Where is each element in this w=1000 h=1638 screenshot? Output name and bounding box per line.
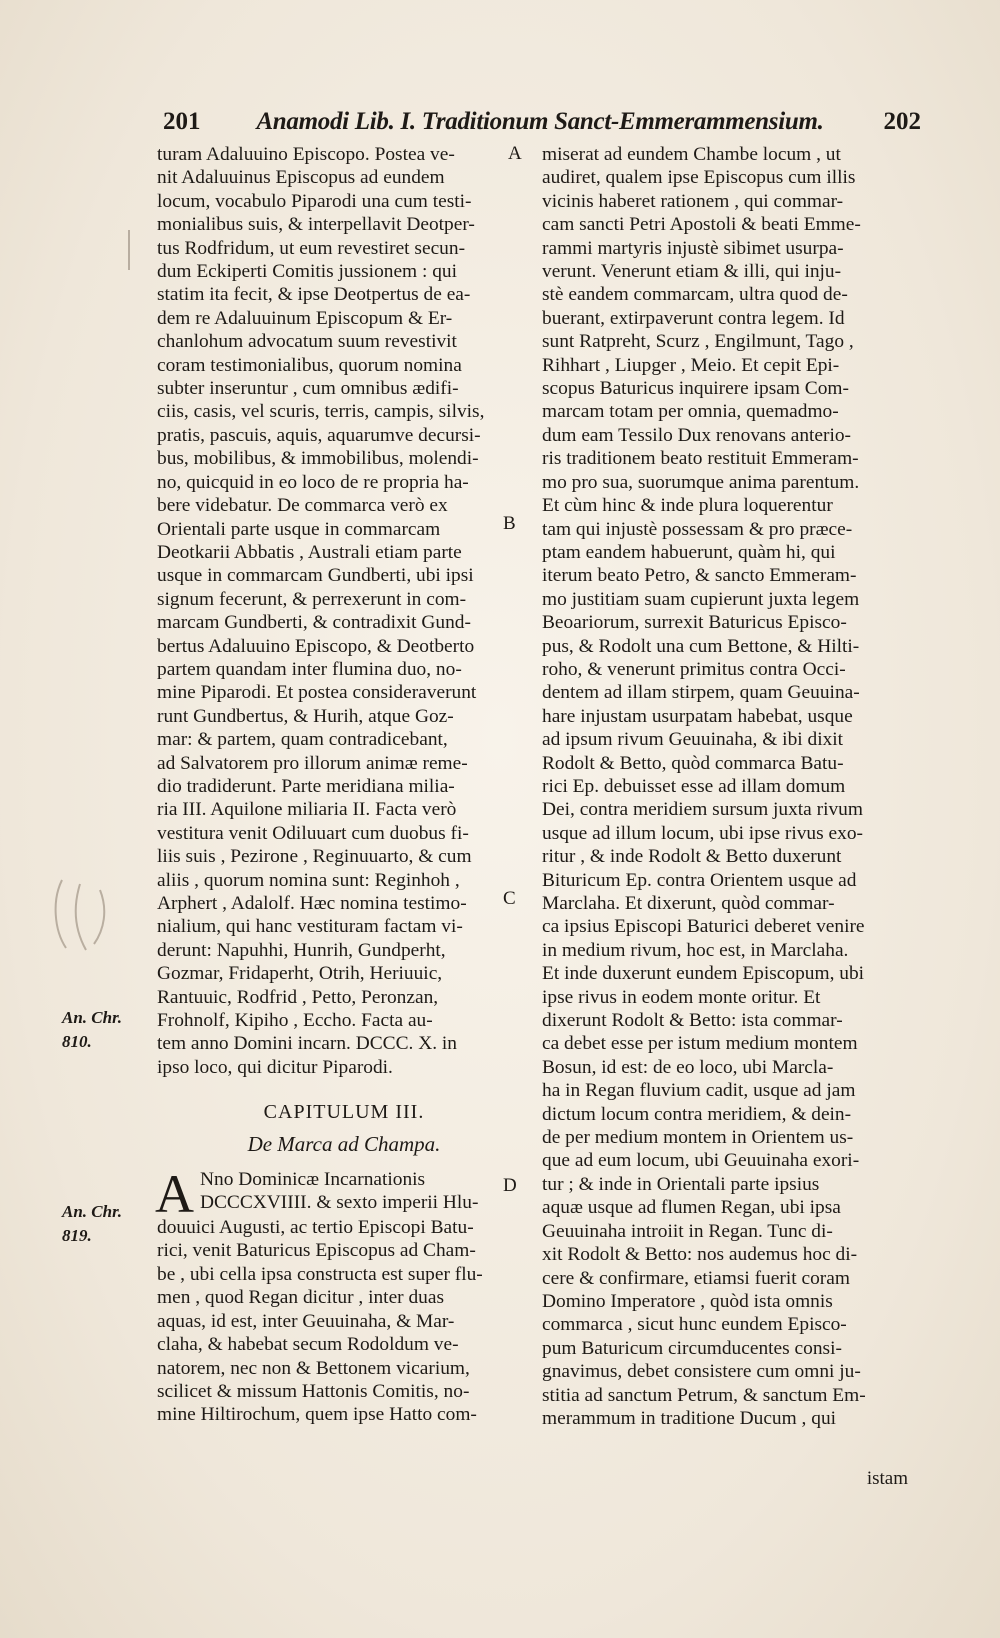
text-line: Geuuinaha introiit in Regan. Tunc di-: [542, 1220, 833, 1242]
text-line: Deotkarii Abbatis , Australi etiam parte: [157, 541, 462, 563]
text-line: turam Adaluuino Episcopo. Postea ve-: [157, 144, 455, 165]
text-line: mo justitiam suam cupierunt juxta legem: [542, 588, 860, 610]
text-line: marcam totam per omnia, quemadmo-: [542, 401, 839, 423]
text-line: rici, venit Baturicus Episcopus ad Cham-: [157, 1240, 476, 1262]
text-line: bus, mobilibus, & immobilibus, molendi-: [157, 448, 479, 470]
chapter-text-block: [155, 1164, 531, 1427]
margin-note-label: An. Chr.: [62, 1202, 123, 1221]
text-line: bertus Adaluuino Episcopo, & Deotberto: [157, 635, 475, 657]
text-line: de per medium montem in Orientem us-: [542, 1127, 854, 1149]
text-line: vestitura venit Odiluuart cum duobus fi-: [157, 822, 469, 844]
text-line: verunt. Venerunt etiam & illi, qui inju-: [542, 261, 842, 283]
text-line: statim ita fecit, & ipse Deotpertus de ea-: [157, 284, 471, 306]
margin-note-819: [62, 1200, 122, 1248]
text-line: Rantuuic, Rodfrid , Petto, Peronzan,: [157, 986, 439, 1008]
text-line: commarca , sicut hunc eundem Episco-: [542, 1314, 847, 1336]
text-line: dixerunt Rodolt & Betto: ista commar-: [542, 1010, 843, 1032]
text-line: partem quandam inter flumina duo, no-: [157, 658, 462, 680]
running-title: Anamodi Lib. I. Traditionum Sanct-Emmerammensium.: [256, 108, 824, 135]
margin-scribble: [42, 870, 132, 960]
text-line: tam qui injustè possessam & pro præce-: [542, 518, 853, 540]
text-line: natorem, nec non & Bettonem vicarium,: [157, 1357, 470, 1379]
text-line: pratis, pascuis, aquis, aquarumve decursi-: [157, 424, 481, 446]
text-line: Bituricum Ep. contra Orientem usque ad: [542, 869, 857, 891]
text-line: ritur , & inde Rodolt & Betto duxerunt: [542, 846, 842, 868]
text-line: stè eandem commarcam, ultra quod de-: [542, 284, 848, 306]
page-number-right: 202: [883, 108, 921, 135]
text-line: nialium, qui hanc vestituram factam vi-: [157, 916, 463, 938]
text-line: ptam eandem habuerunt, quàm hi, qui: [542, 541, 836, 563]
text-line: cere & confirmare, etiamsi fuerit coram: [542, 1267, 850, 1289]
text-line: dictum locum contra meridiem, & dein-: [542, 1103, 852, 1125]
drop-cap: A: [155, 1164, 194, 1225]
text-line: ad ipsum rivum Geuuinaha, & ibi dixit: [542, 729, 844, 751]
text-line: runt Gundbertus, & Hurih, atque Goz-: [157, 705, 454, 727]
running-header: [163, 108, 921, 142]
text-line: no, quicquid in eo loco de re propria ha-: [157, 471, 469, 493]
text-line: coram testimonialibus, quorum nomina: [157, 354, 462, 376]
text-line: mine Piparodi. Et postea consideraverunt: [157, 682, 477, 704]
text-line: merammum in traditione Ducum , qui: [542, 1407, 837, 1429]
text-line: signum fecerunt, & perrexerunt in com-: [157, 588, 467, 610]
text-line: ipse rivus in eodem monte oritur. Et: [542, 986, 821, 1008]
text-line: ria III. Aquilone miliaria II. Facta verò: [157, 799, 457, 821]
text-line: pus, & Rodolt una cum Bettone, & Hilti-: [542, 635, 860, 657]
text-line: ris traditionem beato restituit Emmeram-: [542, 448, 859, 470]
text-line: Dei, contra meridiem sursum juxta rivum: [542, 799, 863, 821]
left-text-block: [157, 143, 531, 1079]
text-line: Nno Dominicæ Incarnationis: [200, 1169, 426, 1191]
chapter-heading: CAPITULUM III.: [263, 1101, 425, 1124]
margin-note-year: 819.: [62, 1226, 92, 1245]
left-column: [157, 143, 531, 1427]
text-line: ca ipsius Episcopi Baturici deberet venire: [542, 916, 865, 938]
text-line: miserat ad eundem Chambe locum , ut: [542, 144, 841, 165]
text-line: bere videbatur. De commarca verò ex: [157, 495, 448, 517]
text-line: marcam Gundberti, & contradixit Gund-: [157, 612, 471, 634]
section-letter-c: C: [503, 888, 516, 909]
text-line: ciis, casis, vel scuris, terris, campis, silvis,: [157, 401, 485, 423]
text-line: xit Rodolt & Betto: nos audemus hoc di-: [542, 1244, 858, 1266]
margin-note-label: An. Chr.: [62, 1008, 123, 1027]
text-line: mo pro sua, suorumque anima parentum.: [542, 471, 860, 493]
text-line: claha, & habebat secum Rodoldum ve-: [157, 1334, 459, 1356]
text-line: rammi martyris injustè sibimet usurpa-: [542, 237, 844, 259]
text-line: derunt: Napuhhi, Hunrih, Gundperht,: [157, 939, 446, 961]
margin-pencil-mark: [128, 230, 130, 270]
text-line: dum Eckiperti Comitis jussionem : qui: [157, 261, 458, 283]
page-number-left: 201: [163, 108, 201, 135]
text-line: mar: & partem, quam contradicebant,: [157, 729, 448, 751]
text-line: Orientali parte usque in commarcam: [157, 518, 441, 540]
section-letter-d: D: [503, 1175, 517, 1196]
text-line: ad Salvatorem pro illorum animæ reme-: [157, 752, 468, 774]
text-line: Rihhart , Liupger , Meio. Et cepit Epi-: [542, 354, 840, 376]
text-line: Marclaha. Et dixerunt, quòd commar-: [542, 893, 835, 914]
text-line: rici Ep. debuisset esse ad illam domum: [542, 775, 846, 797]
right-column: [542, 143, 917, 1430]
text-line: iterum beato Petro, & sancto Emmeram-: [542, 565, 857, 587]
text-line: dio tradiderunt. Parte meridiana milia-: [157, 775, 455, 797]
text-line: dentem ad illam stirpem, quam Geuuina-: [542, 682, 860, 704]
catchword: istam: [866, 1468, 908, 1489]
text-line: usque ad illum locum, ubi ipse rivus exo-: [542, 822, 863, 844]
text-line: dum eam Tessilo Dux renovans anterio-: [542, 424, 851, 446]
text-line: Et cùm hinc & inde plura loquerentur: [542, 495, 833, 517]
text-line: DCCCXVIIII. & sexto imperii Hlu-: [200, 1192, 479, 1214]
text-line: aliis , quorum nomina sunt: Reginhoh ,: [157, 869, 460, 891]
text-line: ipso loco, qui dicitur Piparodi.: [157, 1056, 393, 1078]
chapter-subtitle: De Marca ad Champa.: [247, 1131, 441, 1156]
text-line: que ad eum locum, ubi Geuuinaha exori-: [542, 1150, 860, 1172]
text-line: pum Baturicum circumducentes consi-: [542, 1337, 842, 1359]
text-line: dem re Adaluuinum Episcopum & Er-: [157, 307, 453, 329]
text-line: gnavimus, debet consistere cum omni ju-: [542, 1361, 861, 1383]
text-line: scopus Baturicus inquirere ipsam Com-: [542, 378, 849, 400]
text-line: Bosun, id est: de eo loco, ubi Marcla-: [542, 1056, 834, 1078]
text-line: ha in Regan fluvium cadit, usque ad jam: [542, 1080, 856, 1102]
text-line: usque in commarcam Gundberti, ubi ipsi: [157, 565, 474, 587]
text-line: hare injustam usurpatam habebat, usque: [542, 705, 853, 727]
text-line: audiret, qualem ipse Episcopus cum illis: [542, 167, 856, 189]
text-line: tur ; & inde in Orientali parte ipsius: [542, 1173, 820, 1195]
text-line: Gozmar, Fridaperht, Otrih, Heriuuic,: [157, 963, 443, 985]
margin-note-810: [62, 1006, 122, 1054]
text-line: buerant, extirpaverunt contra legem. Id: [542, 307, 845, 329]
text-line: Et inde duxerunt eundem Episcopum, ubi: [542, 963, 865, 985]
text-line: in medium rivum, hoc est, in Marclaha.: [542, 939, 849, 961]
text-line: Arphert , Adalolf. Hæc nomina testimo-: [157, 893, 467, 914]
text-line: monialibus suis, & interpellavit Deotper-: [157, 214, 475, 236]
margin-note-year: 810.: [62, 1032, 92, 1051]
text-line: ca debet esse per istum medium montem: [542, 1033, 858, 1055]
text-line: chanlohum advocatum suum revestivit: [157, 331, 457, 353]
text-line: subter inseruntur , cum omnibus ædifi-: [157, 378, 459, 400]
text-line: men , quod Regan dicitur , inter duas: [157, 1287, 445, 1309]
text-line: vicinis haberet rationem , qui commar-: [542, 190, 844, 212]
text-line: cam sancti Petri Apostoli & beati Emme-: [542, 214, 861, 236]
text-line: Frohnolf, Kipiho , Eccho. Facta au-: [157, 1010, 433, 1032]
text-line: mine Hiltirochum, quem ipse Hatto com-: [157, 1404, 477, 1426]
text-line: stitia ad sanctum Petrum, & sanctum Em-: [542, 1384, 866, 1406]
text-line: nit Adaluuinus Episcopus ad eundem: [157, 167, 445, 189]
text-line: Beoariorum, surrexit Baturicus Episco-: [542, 612, 847, 634]
text-line: Domino Imperatore , quòd ista omnis: [542, 1290, 833, 1312]
text-line: liis suis , Pezirone , Reginuuarto, & cum: [157, 846, 472, 868]
text-line: douuici Augusti, ac tertio Episcopi Batu-: [157, 1217, 474, 1239]
section-letter-a: A: [508, 143, 522, 164]
text-line: be , ubi cella ipsa constructa est super flu-: [157, 1263, 483, 1285]
text-line: aquas, id est, inter Geuuinaha, & Mar-: [157, 1310, 455, 1332]
text-line: locum, vocabulo Piparodi una cum testi-: [157, 190, 472, 212]
text-line: sunt Ratpreht, Scurz , Engilmunt, Tago ,: [542, 331, 854, 353]
section-letter-b: B: [503, 513, 516, 534]
text-line: tus Rodfridum, ut eum revestiret secun-: [157, 237, 466, 259]
text-line: Rodolt & Betto, quòd commarca Batu-: [542, 752, 844, 774]
text-line: roho, & venerunt primitus contra Occi-: [542, 658, 846, 680]
text-line: aquæ usque ad flumen Regan, ubi ipsa: [542, 1197, 841, 1219]
text-line: tem anno Domini incarn. DCCC. X. in: [157, 1033, 457, 1055]
text-line: scilicet & missum Hattonis Comitis, no-: [157, 1380, 470, 1402]
